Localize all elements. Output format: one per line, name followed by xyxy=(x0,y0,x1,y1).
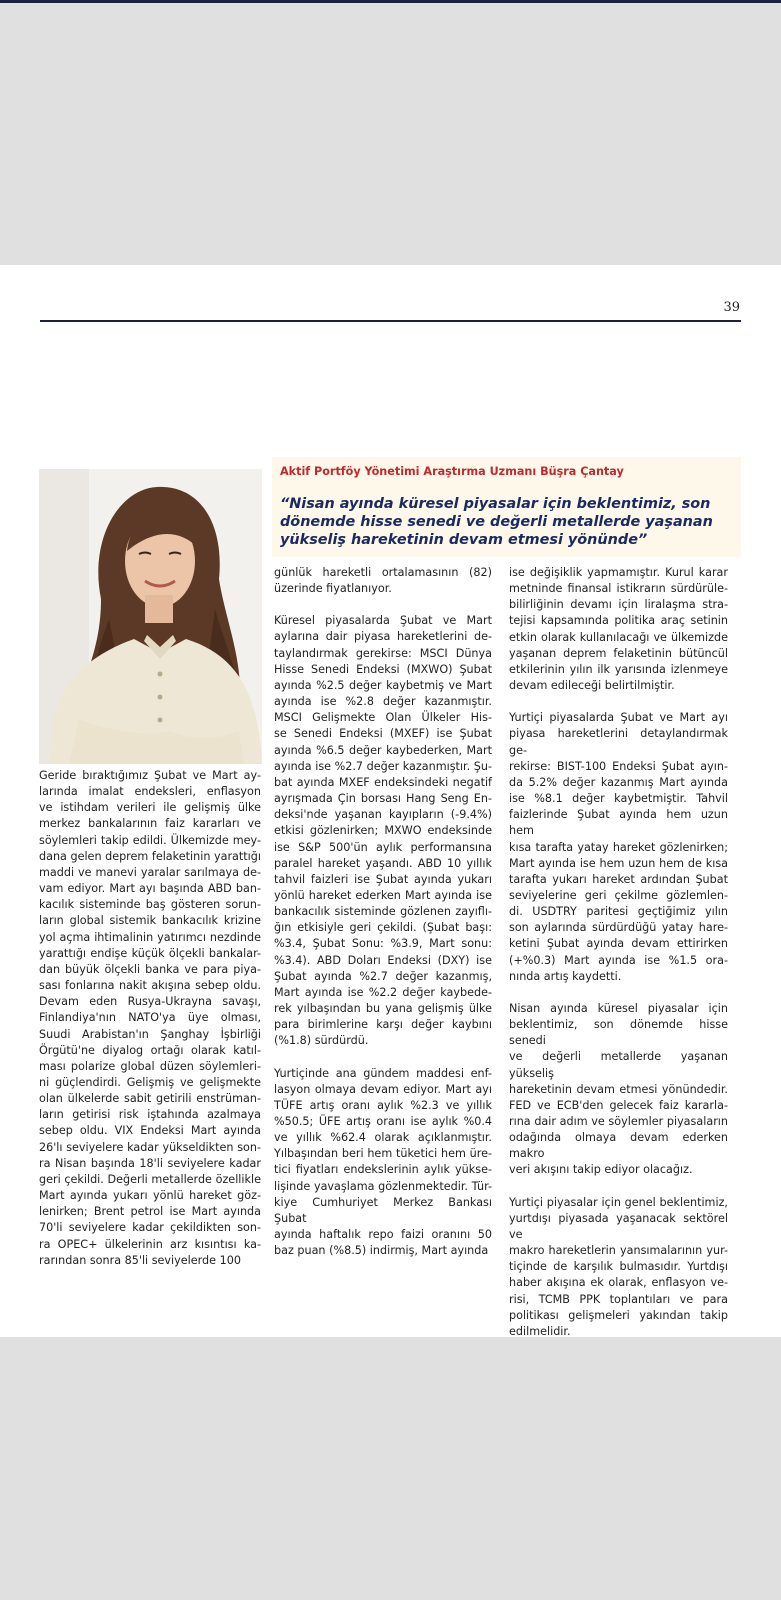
text-line: hareketinin devam etmesi yönündedir. xyxy=(509,1082,728,1096)
magazine-page xyxy=(0,265,781,1337)
text-line: deksi'nde yaşanan kayıpların (-9.4%) xyxy=(274,808,492,822)
article-column-2 xyxy=(274,565,492,1259)
text-line: Geride bıraktığımız Şubat ve Mart ay- xyxy=(39,769,261,782)
text-line: ni güçlendirdi. Gelişmiş ve gelişmekte xyxy=(39,1075,261,1089)
text-line: para birimlerine karşı değer kaybını xyxy=(274,1018,492,1032)
text-line: larında imalat endeksleri, enflasyon xyxy=(39,785,261,799)
text-line: ise %8.1 değer kaybetmiştir. Tahvil xyxy=(509,792,728,806)
text-line: sası fonlarına nakit akışına sebep oldu. xyxy=(39,979,261,993)
text-line: tici fiyatları endekslerinin aylık yükse- xyxy=(274,1163,492,1177)
article-column-3 xyxy=(509,565,728,1340)
text-line: 70'li seviyelere kadar çekildikten son- xyxy=(39,1221,261,1235)
text-line: taylandırmak gerekirse: MSCI Dünya xyxy=(274,646,492,660)
text-line: bat ayında MXEF endeksindeki negatif xyxy=(274,775,492,789)
text-line: rına dair adım ve söylemler piyasaların xyxy=(509,1115,728,1128)
text-line: geri çekildi. Değerli metallerde özellikle xyxy=(39,1172,261,1186)
text-line: kiye Cumhuriyet Merkez Bankası Şubat xyxy=(274,1195,492,1225)
text-line: da 5.2% değer kazanmış Mart ayında xyxy=(509,775,728,789)
text-line: Yurtiçi piyasalarda Şubat ve Mart ayı xyxy=(509,711,728,725)
text-line: olan ülkelerde sabit getirili enstrüman- xyxy=(39,1092,261,1106)
page-number: 39 xyxy=(723,300,740,315)
text-line: dan büyük ölçekli banka ve para piya- xyxy=(39,962,261,976)
text-line: aylarına dair piyasa hareketlerini de- xyxy=(274,630,492,644)
text-line: bankacılık sisteminde gözlenen zayıflı- xyxy=(274,905,492,919)
text-line: Nisan ayında küresel piyasalar için xyxy=(509,1001,728,1015)
text-line: tahvil faizleri ise Şubat ayında yukarı xyxy=(274,872,492,886)
text-line: ra Nisan başında 18'li seviyelere kadar xyxy=(39,1156,261,1170)
text-line: odağında olmaya devam ederken makro xyxy=(509,1131,728,1161)
text-line: %3.4, Şubat Sonu: %3.9, Mart sonu: xyxy=(274,937,492,951)
text-line: ayında ise %2.8 değer kazanmıştır. xyxy=(274,695,492,709)
text-line: ise S&P 500'ün aylık performansına xyxy=(274,840,492,854)
text-line: ve değerli metallerde yaşanan yükseliş xyxy=(509,1050,728,1080)
text-line: ğın etkisiyle geri çekildi. (Şubat başı: xyxy=(274,921,492,935)
text-line: rarından sonra 85'li seviyelerde 100 xyxy=(39,1253,241,1267)
text-line: ayında %2.5 değer kaybetmiş ve Mart xyxy=(274,678,492,692)
text-line: Suudi Arabistan'ın Şanghay İşbirliği xyxy=(39,1027,261,1041)
text-line: (+%0.3) Mart ayında ise %1.5 ora- xyxy=(509,953,728,967)
paragraph xyxy=(509,1195,728,1340)
paragraph xyxy=(509,710,728,985)
text-line: ise değişiklik yapmamıştır. Kurul karar xyxy=(509,566,728,579)
text-line: faizlerinde Şubat ayında hem uzun hem xyxy=(509,808,728,838)
text-line: rek yılbaşından bu yana gelişmiş ülke xyxy=(274,1002,492,1016)
text-line: maddi ve manevi yaralar sarılmaya de- xyxy=(39,865,261,879)
text-line: üzerinde fiyatlanıyor. xyxy=(274,582,392,596)
text-line: Yurtiçinde ana gündem maddesi enf- xyxy=(274,1066,492,1080)
text-line: Yılbaşından beri hem tüketici hem üre- xyxy=(274,1147,492,1161)
text-line: beklentimiz, son dönemde hisse senedi xyxy=(509,1018,728,1048)
text-line: Mart ayında yukarı yönlü hareket göz- xyxy=(39,1189,261,1203)
text-line: vam ediyor. Mart ayı başında ABD ban- xyxy=(39,882,261,896)
text-line: ların getirisi risk iştahında azalmaya xyxy=(39,1108,261,1122)
text-line: son aylarında sürdürdüğü yatay hare- xyxy=(509,921,728,935)
text-line: ması polarize global düzen söylemleri- xyxy=(39,1059,261,1073)
text-line: dana gelen deprem felaketinin yarattığı xyxy=(39,849,261,863)
text-line: nında artış kaydetti. xyxy=(509,969,622,983)
text-line: Finlandiya'nın NATO'ya üye olması, xyxy=(39,1011,261,1025)
text-line: Mart ayında ise %2.2 değer kaybede- xyxy=(274,985,492,999)
text-line: Hisse Senedi Endeksi (MXWO) Şubat xyxy=(274,662,492,676)
paragraph xyxy=(274,613,492,1049)
text-line: lenirken; Brent petrol ise Mart ayında xyxy=(39,1205,261,1219)
text-line: Yurtiçi piyasalar için genel beklentimiz, xyxy=(509,1195,728,1209)
text-line: makro hareketlerin yansımalarının yur- xyxy=(509,1244,728,1258)
text-line: ların global sistemik bankacılık krizine xyxy=(39,914,261,928)
quote-line: dönemde hisse senedi ve değerli metallerde yaşanan xyxy=(280,514,713,530)
text-line: se Senedi Endeksi (MXEF) ise Şubat xyxy=(274,727,492,741)
text-line: edilmelidir. xyxy=(509,1324,571,1338)
author-photo xyxy=(39,469,262,764)
text-line: TÜFE artış oranı aylık %2.3 ve yıllık xyxy=(274,1098,492,1112)
text-line: tarafta yukarı hareket ardından Şubat xyxy=(509,872,728,886)
text-line: %50.5; ÜFE artış oranı ise aylık %0.4 xyxy=(274,1115,492,1128)
text-line: MSCI Gelişmekte Olan Ülkeler His- xyxy=(274,711,492,725)
text-line: ve yıllık %62.4 olarak açıklanmıştır. xyxy=(274,1131,492,1145)
text-line: etkilerinin yılın ilk yarısında izlenmeye xyxy=(509,662,728,676)
paragraph xyxy=(274,1066,492,1260)
text-line: veri akışını takip ediyor olacağız. xyxy=(509,1163,693,1177)
text-line: 26'lı seviyelere kadar yükseldikten son- xyxy=(39,1140,261,1154)
paragraph xyxy=(509,1001,728,1179)
text-line: seviyelerine geri çekilme gözlemlen- xyxy=(509,888,728,902)
text-line: günlük hareketli ortalamasının (82) xyxy=(274,566,492,579)
text-line: yurtdışı piyasada yaşanacak sektörel ve xyxy=(509,1211,728,1241)
text-line: lasyon olmaya devam ediyor. Mart ayı xyxy=(274,1082,492,1096)
paragraph xyxy=(274,565,492,597)
text-line: yol açma ihtimalinin yatırımcı nezdinde xyxy=(39,930,261,944)
text-line: yarattığı endişe küçük ölçekli bankalar- xyxy=(39,946,261,960)
text-line: bilirliğinin devamı için liralaşma stra- xyxy=(509,598,728,612)
text-line: tiçinde de karşılık bulmasıdır. Yurtdışı xyxy=(509,1260,728,1274)
text-line: Küresel piyasalarda Şubat ve Mart xyxy=(274,614,492,628)
text-line: piyasa hareketlerini detaylandırmak ge- xyxy=(509,727,728,757)
quote-line: yükseliş hareketinin devam etmesi yönünde” xyxy=(280,532,648,548)
text-line: yönlü hareket ederken Mart ayında ise xyxy=(274,888,492,902)
text-line: ayında haftalık repo faizi oranını 50 xyxy=(274,1228,492,1242)
text-line: ve istihdam verileri ile gelişmiş ülke xyxy=(39,801,261,815)
text-line: Mart ayında ise hem uzun hem de kısa xyxy=(509,856,728,870)
pull-quote xyxy=(280,495,735,549)
text-line: lişinde yavaşlama gözlenmektedir. Tür- xyxy=(274,1179,492,1193)
top-border xyxy=(0,0,781,3)
text-line: baz puan (%8.5) indirmiş, Mart ayında xyxy=(274,1244,489,1258)
text-line: risi, TCMB PPK toplantıları ve para xyxy=(509,1292,728,1306)
text-line: paralel hareket yaşandı. ABD 10 yıllık xyxy=(274,856,492,870)
text-line: merkez bankalarının faiz kararları ve xyxy=(39,817,261,831)
text-line: rekirse: BIST-100 Endeksi Şubat ayın- xyxy=(509,759,728,773)
text-line: tejisi kapsamında politika araç setinin xyxy=(509,614,728,628)
text-line: Örgütü'ne diyalog ortağı olarak katıl- xyxy=(39,1043,261,1057)
text-line: söylemleri takip edildi. Ülkemizde mey- xyxy=(39,833,261,847)
text-line: kacılık sisteminde baş gösteren sorun- xyxy=(39,898,261,912)
text-line: haber akışına ek olarak, enflasyon ve- xyxy=(509,1276,728,1290)
quote-box xyxy=(272,457,741,557)
header-rule xyxy=(40,320,741,322)
text-line: ayında %6.5 değer kaybederken, Mart xyxy=(274,743,492,757)
text-line: %3.4). ABD Doları Endeksi (DXY) ise xyxy=(274,953,492,967)
text-line: Şubat ayında %2.7 değer kazanmış, xyxy=(274,969,492,983)
text-line: ra OPEC+ ülkelerinin arz kısıntısı ka- xyxy=(39,1237,261,1251)
text-line: FED ve ECB'den gelecek faiz kararla- xyxy=(509,1098,728,1112)
article-column-1 xyxy=(39,768,261,1269)
text-line: metninde finansal istikrarın sürdürüle- xyxy=(509,582,728,596)
quote-line: “Nisan ayında küresel piyasalar için beklentimiz, son xyxy=(280,496,711,512)
text-line: ayrışmada Çin borsası Hang Seng En- xyxy=(274,792,492,806)
text-line: Devam eden Rusya-Ukrayna savaşı, xyxy=(39,995,261,1009)
text-line: (%1.8) sürdürdü. xyxy=(274,1034,369,1048)
text-line: ketini Şubat ayında devam ettirirken xyxy=(509,937,728,951)
text-line: politikası gelişmeleri yakından takip xyxy=(509,1308,728,1322)
author-line: Aktif Portföy Yönetimi Araştırma Uzmanı Büşra Çantay xyxy=(280,465,624,478)
text-line: di. USDTRY paritesi geçtiğimiz yılın xyxy=(509,905,728,919)
text-line: devam edileceği belirtilmiştir. xyxy=(509,679,675,693)
text-line: yaşanan deprem felaketinin bütüncül xyxy=(509,646,728,660)
paragraph xyxy=(509,565,728,694)
text-line: ayında ise %2.7 değer kazanmıştır. Şu- xyxy=(274,759,492,773)
text-line: sebep oldu. VIX Endeksi Mart ayında xyxy=(39,1124,261,1138)
text-line: etkisi gözlenirken; MXWO endeksinde xyxy=(274,824,492,838)
text-line: etkin olarak kullanılacağı ve ülkemizde xyxy=(509,630,728,644)
text-line: kısa tarafta yatay hareket gözlenirken; xyxy=(509,840,728,854)
